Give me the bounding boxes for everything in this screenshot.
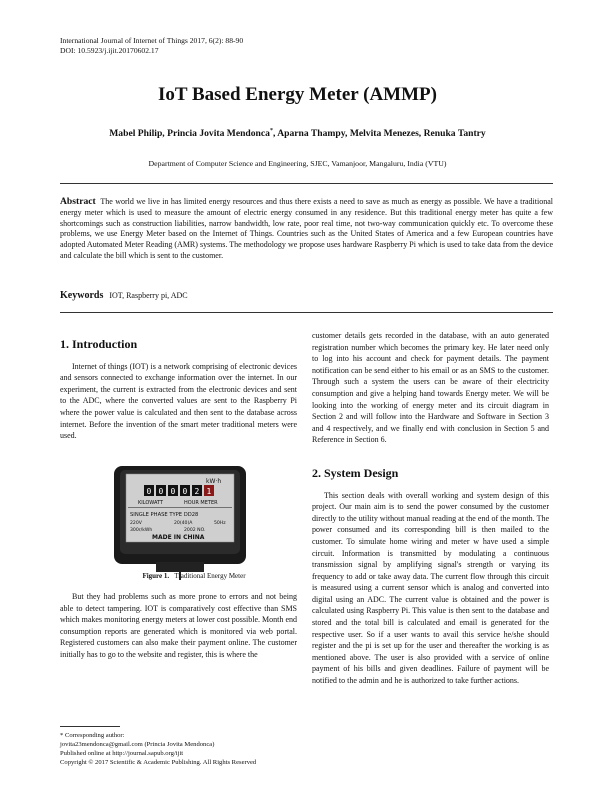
- meter-digit: 0: [146, 487, 152, 496]
- figure-caption-text: Traditional Energy Meter: [174, 572, 246, 580]
- abstract-text: The world we live in has limited energy resources and thus there exists a need to save as much as energy as possible. We have a traditional energy meter which is used to measure the amount of electric energy consumed in any residence. But this traditional energy meter has quite a few shortcomings such as construction liabilities, narrow bandwidth, low rate, poor real time, not two-way communication quickly etc. To overcome these problems, we use Energy Meter based on the Internet of Things. Countries such as the United States of America and a few European countries have adopted Automated Meter Reading (AMR) systems. The methodology we propose uses hardware Raspberry Pi which is used to take data from the device and calculate the bill which is sent to the customer.: [60, 197, 553, 260]
- footnote-published: Published online at http://journal.sapub.org/ijit: [60, 750, 184, 757]
- footnote-divider: [60, 726, 120, 727]
- top-divider: [60, 183, 553, 184]
- keywords: [60, 290, 188, 301]
- meter-unit: kW·h: [206, 478, 222, 485]
- introduction-paragraph-1: Internet of things (IOT) is a network comprising of electronic devices and sensors connected to exchange information over the internet. In our experiment, the current is extracted from the electronic devices and sent to the ADC, where the converted values are sent to the Raspberry Pi where the power value is calculated and then sent to the database across internet. Before the invention of the smart meter traditional meters were used.: [60, 361, 297, 441]
- introduction-paragraph-2: But they had problems such as more prone to errors and not being able to detect tampering. IOT is comparatively cost effective than SMS which makes monitoring energy meters at lower cost possible. Month end consumption reports are generated which is monitored via web portal. Registered customers can also make their payment online. The customer initially has to go to the website and register, this is where the: [60, 592, 297, 659]
- meter-year-no: 2002 NO.: [184, 528, 206, 533]
- meter-digit: 0: [182, 487, 188, 496]
- system-design-heading: 2. System Design: [312, 465, 399, 480]
- abstract-label: Abstract: [60, 196, 96, 207]
- right-column: [312, 330, 549, 687]
- meter-frequency: 50Hz: [214, 521, 226, 526]
- footnote: [60, 731, 300, 767]
- meter-digit: 1: [206, 487, 212, 496]
- paper-title: IoT Based Energy Meter (AMMP): [158, 84, 437, 105]
- left-column: [60, 339, 297, 442]
- footnote-copyright: Copyright © 2017 Scientific & Academic Publishing. All Rights Reserved: [60, 759, 257, 766]
- doi: DOI: 10.5923/j.ijit.20170602.17: [60, 45, 159, 55]
- meter-digit: 2: [194, 487, 200, 496]
- introduction-paragraph-3: customer details gets recorded in the database, with an auto generated registration number which becomes the primary key. He later need only to log into his account and check for payment details. The payment notification can be send either to his email or as an SMS to the customer. Through such a system the users can be aware of their electricity consumption and give a helping hand towards Energy meter. We will be looking into the working of energy meter and its circuit diagram in Section 2 and will follow into the Hardware and Software in Section 3 and 4 respectively, and we finally end with conclusion in Section 5 and Reference in Section 6.: [312, 331, 549, 445]
- journal-header: [60, 36, 243, 55]
- meter-current: 20(40)A: [174, 521, 193, 526]
- meter-digit: 0: [158, 487, 164, 496]
- energy-meter-image: [94, 464, 270, 584]
- authors-rest: , Aparna Thampy, Melvita Menezes, Renuka Tantry: [272, 128, 486, 140]
- meter-digit: 0: [170, 487, 176, 496]
- system-design-paragraph: This section deals with overall working and system design of this project. Our main aim is to send the power consumed by the customer directly to the utility without manual reading at the end of the month. The power consumed and its corresponding bill is then mailed to the customer. To simulate home wiring and meter w have used a simple circuit. Information is transmitted by modulating a continuous transmission signal by amplifying signal's strength or varying its frequency to add or take away data. The current flow through this circuit is measured using a current sensor which is analog and converted into digital using an ADC. The current value is obtained and the power is calculated using Raspberry Pi. This value is then sent to the database and stored and the total bill is calculated and email is generated for the respective user. So if a user wants to avail this service he/she should register and the pi is set up for the user and thereafter the working is as mentioned above. The user is also provided with a service of online payment of his bills and given deadlines. Failure of payment will be notified to the admin and he is authorized to take further actions.: [312, 490, 549, 686]
- meter-hour-label: HOUR METER: [184, 500, 218, 506]
- affiliation: Department of Computer Science and Engineering, SJEC, Vamanjoor, Mangaluru, India (VTU): [148, 159, 447, 168]
- meter-kilowatt-label: KILOWATT: [138, 500, 164, 506]
- meter-constant: 300r/kWh: [130, 528, 153, 533]
- footnote-line-1: * Corresponding author:: [60, 732, 125, 739]
- keywords-label: Keywords: [60, 290, 104, 301]
- corresponding-mark: *: [269, 128, 273, 134]
- figure-label: Figure 1.: [142, 572, 170, 580]
- meter-voltage: 220V: [130, 521, 142, 526]
- meter-type-line: SINGLE PHASE TYPE DD28: [130, 512, 199, 518]
- journal-citation: International Journal of Internet of Things 2017, 6(2): 88-90: [60, 36, 244, 45]
- left-column-continued: [60, 591, 297, 661]
- footnote-email: jovita23mendonca@gmail.com (Princia Jovita Mendonca): [60, 741, 215, 748]
- introduction-heading: 1. Introduction: [60, 337, 138, 351]
- bottom-divider: [60, 312, 553, 313]
- author-list: [0, 128, 595, 139]
- keywords-text: IOT, Raspberry pi, ADC: [109, 291, 188, 300]
- figure-caption: [60, 572, 328, 580]
- authors-first: Mabel Philip, Princia Jovita Mendonca: [109, 128, 270, 140]
- meter-made-in: MADE IN CHINA: [152, 534, 205, 541]
- abstract: [60, 197, 553, 262]
